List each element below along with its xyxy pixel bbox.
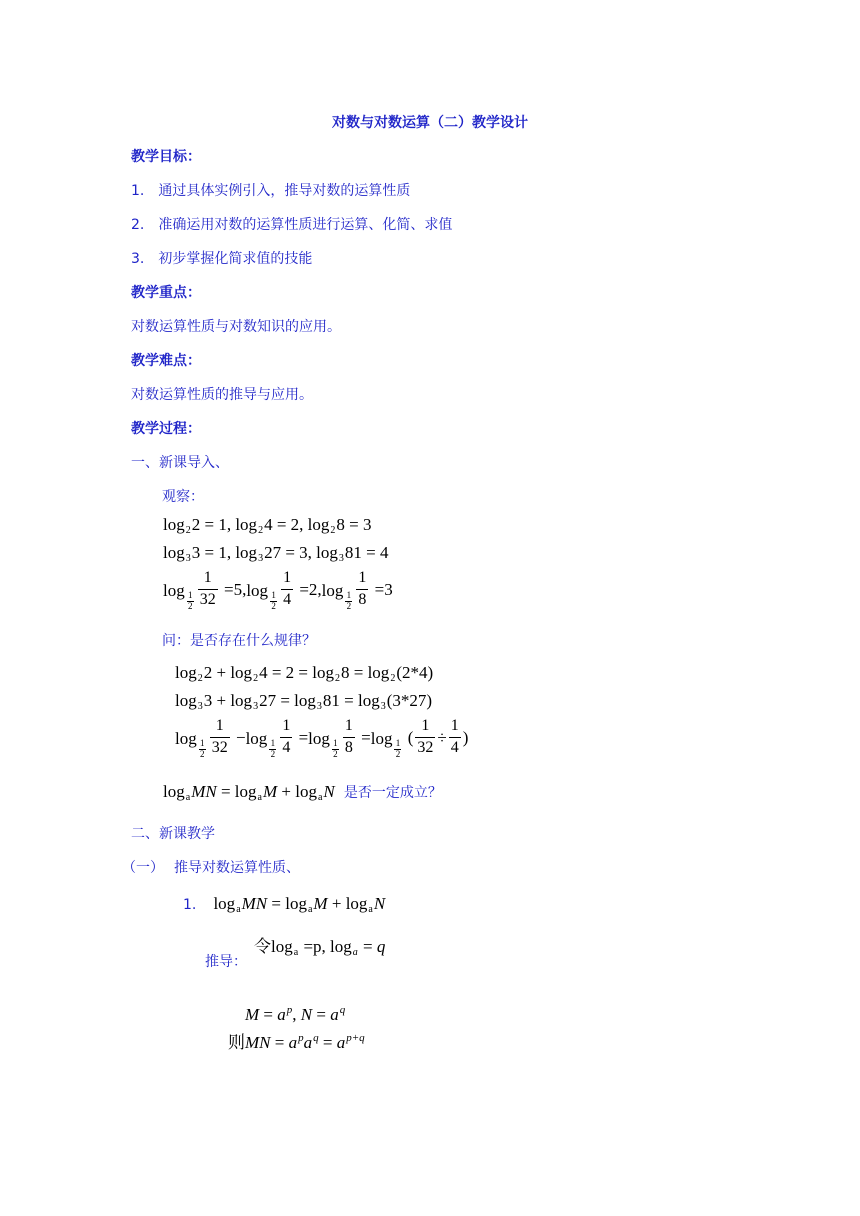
general-rule-question: 是否一定成立？ — [343, 785, 442, 801]
key-heading: 教学重点： — [131, 285, 201, 301]
observe-eq-2: $\log_33 = 1$, $\log_327 = 3$, $\log_381 = 4$ — [163, 543, 389, 564]
property-1-formula: $\log_aMN = \log_aM + \log_aN$ — [213, 894, 386, 915]
difficulty-text: 对数运算性质的推导与应用。 — [131, 387, 313, 403]
section-1-heading: 一、新课导入、 — [131, 455, 229, 471]
question-text: 问：是否存在什么规律？ — [162, 633, 316, 649]
derive-assumption: 令$\log_a =p$, $\log_a = q$ — [254, 937, 386, 958]
process-heading: 教学过程： — [131, 421, 201, 437]
goals-heading: 教学目标： — [131, 149, 201, 165]
rule-eq-3: log 1 2 $\frac{1}{32}$ − log 1 2 $\frac{1}{4}$ = log 1 2 $\frac{1}{8}$ = log 1 2 ( $\frac{1}{32}$ ÷ $\frac{1}{4}$ ) — [175, 717, 469, 759]
subsection-1-heading: （一） 推导对数运算性质、 — [122, 860, 300, 876]
difficulty-heading: 教学难点： — [131, 353, 201, 369]
goal-item-1: 1. 通过具体实例引入，推导对数的运算性质 — [131, 183, 411, 199]
general-rule-formula: $\log_aMN = \log_aM + \log_aN$ — [163, 782, 335, 803]
page-title: 对数与对数运算（二）教学设计 — [332, 115, 528, 131]
derive-step-2: 则MN = $a^pa^q = a^{p+q}$ — [228, 1032, 365, 1052]
key-text: 对数运算性质与对数知识的应用。 — [131, 319, 341, 335]
rule-eq-2: $\log_33 + \log_327 = \log_381 = \log_3(3*27)$ — [175, 691, 433, 712]
general-rule-line — [163, 782, 442, 803]
rule-eq-1: $\log_22 + \log_24 = 2 = \log_28 = \log_2(2*4)$ — [175, 663, 434, 684]
observe-eq-1: $\log_22 = 1$, $\log_24 = 2$, $\log_28 = 3$ — [163, 515, 372, 536]
derive-step-1: $M = a^p$, $N = a^q$ — [245, 1004, 346, 1024]
goal-item-2: 2. 准确运用对数的运算性质进行运算、化简、求值 — [131, 217, 453, 233]
observe-label: 观察： — [162, 489, 204, 505]
section-2-heading: 二、新课教学 — [131, 826, 215, 842]
property-1: 1. $\log_aMN = \log_aM + \log_aN$ — [183, 894, 386, 915]
observe-eq-3: log 1 2 $\frac{1}{32}$ = 5 , log 1 2 $\frac{1}{4}$ = 2 , log 1 2 $\frac{1}{8}$ = 3 — [163, 569, 393, 611]
derive-label: 推导： — [205, 954, 247, 970]
goal-item-3: 3. 初步掌握化简求值的技能 — [131, 251, 313, 267]
